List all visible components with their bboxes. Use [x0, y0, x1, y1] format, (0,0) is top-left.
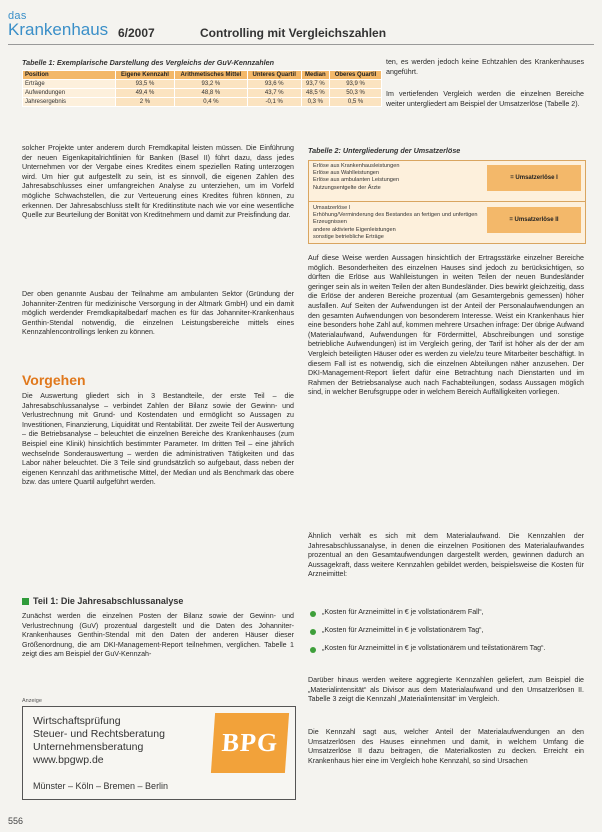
ad-cities: Münster – Köln – Bremen – Berlin: [33, 781, 169, 791]
table-cell: 93,6 %: [247, 80, 301, 89]
magazine-logo: Krankenhaus: [8, 20, 109, 39]
table-cell: 48,8 %: [174, 89, 247, 98]
table2-divider: [309, 201, 585, 202]
table-cell: 93,5 %: [116, 80, 175, 89]
body-paragraph: Auf diese Weise werden Aussagen hinsichtlich der Ertragsstärke einzelner Bereiche möglich. Besonderheiten des einzelnen Hauses sind jedoch zu berücksichtigen, so dürften die Erlöse aus Wahlleistungen in weiten Teilen der neuen Bundesländer geringer sein als in weiten Teilen der alten Bundesländer. Dies bewirkt gleichzeitig, dass die Erlöse der anderen Bereiche prozentual (am Gesamtergebnis gemessen) höher ausfallen. Auf Seiten der Aufwendungen ist der Anteil der Personalaufwendungen an den gesamten Aufwendungen von besonderem Interesse. Weist ein Krankenhaus hier eine besonders hohe Zahl auf, kommen mehrere Ursachen infrage: Der übrige Aufwand (Materialaufwand, Aufwendungen für Fördermittel, Abschreibungen und sonstige betriebliche Aufwendungen) ist im Vergleich gering, der Tarif ist höher als der der am Vergleich beteiligten Häuser oder es werden zu viele/zu teure Mitarbeiter beschäftigt. In diesem Fall ist es notwendig, sich die einzelnen Abteilungen näher anzusehen. Der DKI-Management-Report liefert dafür eine Betrachtung nach Dienstarten und im Rahmen der Betriebsanalyse auch nach Fachabteilungen, sodass Aussagen möglich sind, in welcher Berufsgruppe oder in welchem Bereich Auffälligkeiten vorliegen.: [308, 254, 584, 397]
table2-group1-label: = Umsatzerlöse I: [487, 165, 581, 191]
bpg-logo: [211, 713, 289, 773]
table-row: [23, 80, 382, 89]
table-row: [23, 89, 382, 98]
table-cell: 50,3 %: [330, 89, 382, 98]
table2-item: Nutzungsentgelte der Ärzte: [313, 184, 381, 191]
table2-item: andere aktivierte Eigenleistungen: [313, 226, 396, 233]
table-cell: 43,7 %: [247, 89, 301, 98]
table-cell: 49,4 %: [116, 89, 175, 98]
ad-link[interactable]: www.bpgwp.de: [33, 754, 104, 766]
table1-header: Position: [23, 71, 116, 80]
ad-label: Anzeige: [22, 698, 42, 704]
bullet-dot-icon: [310, 611, 316, 617]
issue-number: 6/2007: [118, 26, 155, 40]
bullet-dot-icon: [310, 629, 316, 635]
body-paragraph: Die Kennzahl sagt aus, welcher Anteil der Materialaufwendungen an den Umsatzerlösen des Hauses einnehmen und damit, in welchem Umfang die Umsatzerlöse II dazu beitragen, die Materialkosten zu decken. Erreicht ein Krankenhaus hier eine im Vergleich hohe Kennzahl, so sind Ursachen: [308, 728, 584, 765]
table-cell: Jahresergebnis: [23, 98, 116, 107]
header-rule: [8, 44, 594, 45]
table-cell: Aufwendungen: [23, 89, 116, 98]
body-paragraph: Der oben genannte Ausbau der Teilnahme am ambulanten Sektor (Gründung der Johanniter-Zentren für medizinische Versorgung in der Altmark GmbH) und ein damit möglich werdender Fremdkapitalbedarf machen es für das Johanniter-Krankenhaus Genthin-Stendal notwendig, die einzelnen Leistungsbereiche mittels eines Kennzahlencontrollings lenken zu können.: [22, 290, 294, 337]
table-cell: 0,5 %: [330, 98, 382, 107]
table1-header: Median: [301, 71, 330, 80]
table2-group1: [313, 163, 483, 192]
body-paragraph: Zunächst werden die einzelnen Posten der Bilanz sowie der Gewinn- und Verlustrechnung (GuV) prozentual dargestellt und die Daten des Johanniter-Krankenhauses Genthin-Stendal mit den Daten der anderen Häuser dieser Größenordnung, die am DKI-Management-Report teilnehmen, verglichen. Tabelle 1 zeigt dies am Beispiel der GuV-Kennzah-: [22, 612, 294, 659]
table-cell: 0,3 %: [301, 98, 330, 107]
table2-item: sonstige betriebliche Erträge: [313, 233, 384, 240]
subsection-title: Teil 1: Die Jahresabschlussanalyse: [33, 596, 184, 606]
table2-item: Erhöhung/Verminderung des Bestandes an fertigen und unfertigen Erzeugnissen: [313, 212, 478, 226]
body-paragraph: Ähnlich verhält es sich mit dem Materialaufwand. Die Kennzahlen der Jahresabschlussanalyse, in denen die einzelnen Positionen des Materialaufwandes prozentual an den Gesamtaufwendungen dargestellt werden, gewinnen dadurch an Aussagekraft, dass weitere Kennzahlen gebildet werden, beispielsweise die Kosten für Arzneimittel:: [308, 532, 584, 579]
advertisement[interactable]: [22, 706, 296, 800]
table-cell: -0,1 %: [247, 98, 301, 107]
bullet-item: „Kosten für Arzneimittel in € je vollstationärem Tag“,: [322, 626, 484, 634]
table1-header: Arithmetisches Mittel: [174, 71, 247, 80]
table-cell: 0,4 %: [174, 98, 247, 107]
table1-header: Eigene Kennzahl: [116, 71, 175, 80]
body-paragraph: Die Auswertung gliedert sich in 3 Bestandteile, der erste Teil – die Jahresabschlussanalyse – verbindet Zahlen der Bilanz sowie der Gewinn- und Verlustrechnung mit Grund- und Kostendaten und ermöglicht so Aussagen zu Investitionen, Finanzierung, Liquidität und Rentabilität. Der zweite Teil der Auswertung – die Betriebsanalyse – beleuchtet die einzelnen Bereiche des Krankenhauses (zum Beispiel eine Klinik) hinsichtlich bestimmter Parameter. Im dritten Teil – eine jährlich wechselnde Sonderauswertung – werden die administrativen Tätigkeiten und das Labor näher beleuchtet. Die 3 Teile sind grundsätzlich so aufgebaut, dass neben der eigenen Kennzahl das arithmetische Mittel, der Median und als Benchmark das obere bzw. das untere Quartil aufgeführt werden.: [22, 392, 294, 487]
table2-item: Umsatzerlöse I: [313, 205, 351, 211]
magazine-logo-top: das: [8, 10, 27, 22]
table-cell: 93,7 %: [301, 80, 330, 89]
table2-item: Erlöse aus Wahlleistungen: [313, 170, 380, 177]
table-cell: 93,9 %: [330, 80, 382, 89]
ad-text: [33, 715, 165, 767]
right-top-paragraph: ten, es werden jedoch keine Echtzahlen des Krankenhauses angeführt.: [386, 58, 584, 76]
table-cell: Erträge: [23, 80, 116, 89]
ad-line: Wirtschaftsprüfung: [33, 715, 121, 727]
bullet-item: „Kosten für Arzneimittel in € je vollstationärem und teilstationärem Tag“.: [322, 644, 546, 652]
table1: [22, 70, 382, 107]
section-heading: Vorgehen: [22, 372, 86, 388]
body-paragraph: solcher Projekte unter anderem durch Fremdkapital leisten müssen. Die Einführung der neuen Eigenkapitalrichtlinien für Banken (Basel II) führt dazu, dass jedes Unternehmen vor der Vergabe eines Kredites einem speziellen Rating unterzogen wird. Um hier gut aufgestellt zu sein, ist es sinnvoll, die eigenen Zahlen des Jahresabschlusses einer umfangreichen Analyse zu unterziehen, um im Vorfeld mögliche Schwachstellen, die zur Verteuerung eines Kredites führen können, zu erkennen. Der Jahresabschluss stellt für Kreditinstitute nach wie vor eine wesentliche Quelle zur Beurteilung der Bonität von Kreditnehmern und damit zur Preisfindung dar.: [22, 144, 294, 220]
table-cell: 48,5 %: [301, 89, 330, 98]
ad-line: Unternehmensberatung: [33, 741, 144, 753]
running-head: Controlling mit Vergleichszahlen: [200, 26, 387, 40]
table2-caption: Tabelle 2: Untergliederung der Umsatzerlöse: [308, 146, 461, 155]
bpg-logo-text: BPG: [220, 728, 280, 757]
table1-caption: Tabelle 1: Exemplarische Darstellung des Vergleichs der GuV-Kennzahlen: [22, 58, 275, 67]
table-cell: 93,2 %: [174, 80, 247, 89]
table2-item: Erlöse aus Krankenhausleistungen: [313, 163, 400, 169]
body-paragraph: Darüber hinaus werden weitere aggregierte Kennzahlen geliefert, zum Beispiel die „Materialintensität“ als Divisor aus dem Materialaufwand und den Umsatzerlösen II. Tabelle 3 zeigt die Kennzahl „Materialintensität“ im Vergleich.: [308, 676, 584, 704]
table2: [308, 160, 586, 244]
table-cell: 2 %: [116, 98, 175, 107]
page-number: 556: [8, 816, 24, 826]
table1-header: Unteres Quartil: [247, 71, 301, 80]
table2-group2: [313, 205, 483, 241]
bullet-dot-icon: [310, 647, 316, 653]
table2-item: Erlöse aus ambulanten Leistungen: [313, 177, 400, 184]
table2-group2-label: = Umsatzerlöse II: [487, 207, 581, 233]
ad-line: Steuer- und Rechtsberatung: [33, 728, 165, 740]
table1-header: Oberes Quartil: [330, 71, 382, 80]
table-row: [23, 98, 382, 107]
square-bullet-icon: [22, 598, 29, 605]
bullet-item: „Kosten für Arzneimittel in € je vollstationärem Fall“,: [322, 608, 484, 616]
right-top-paragraph: Im vertiefenden Vergleich werden die einzelnen Bereiche weiter untergliedert am Beispiel der Umsatzerlöse (Tabelle 2).: [386, 90, 584, 108]
subsection-heading: [22, 596, 294, 606]
